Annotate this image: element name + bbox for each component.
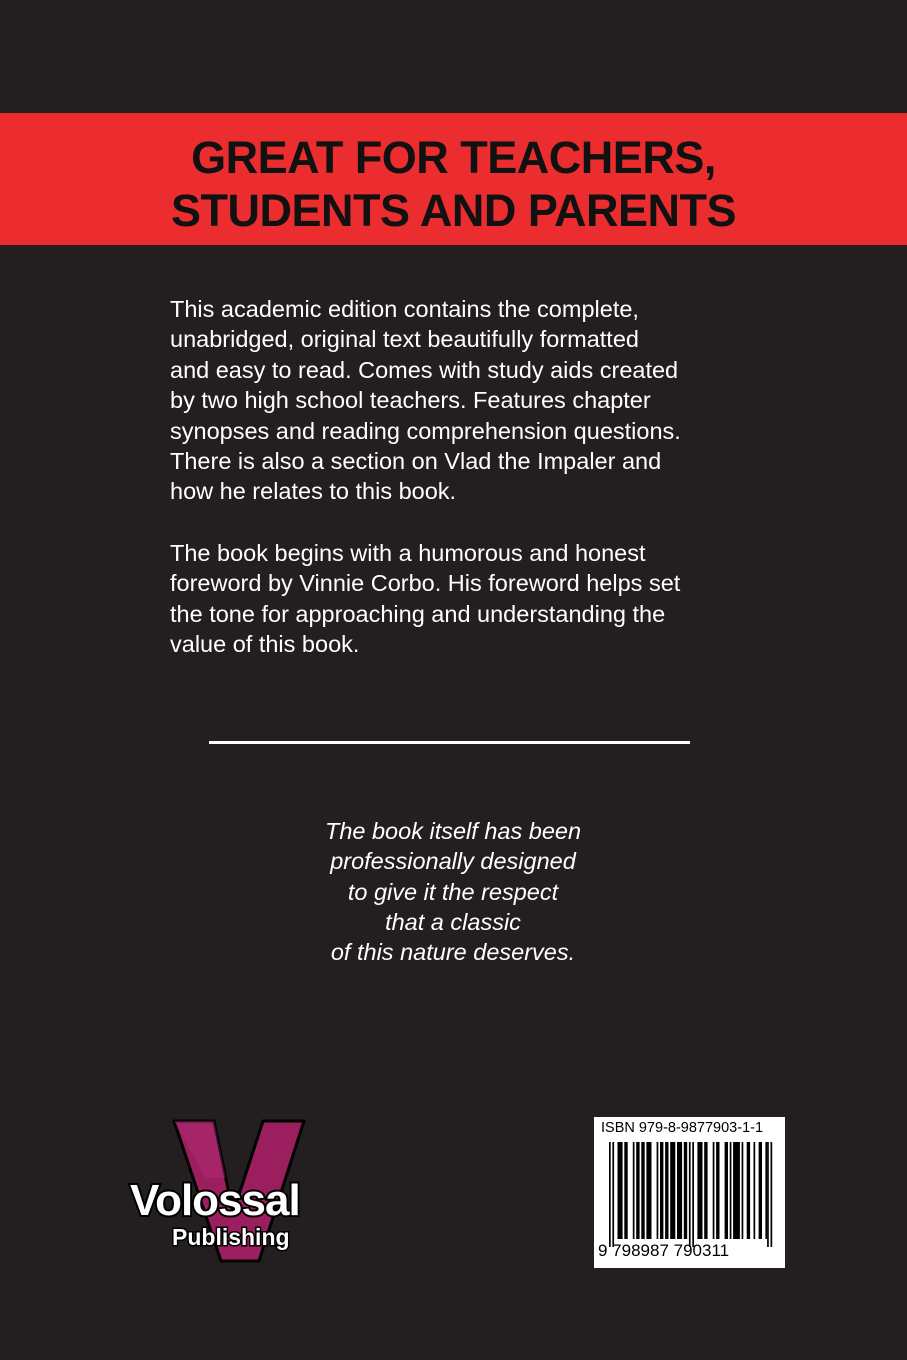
text-line: and easy to read. Comes with study aids created [170,356,679,383]
barcode-bar [704,1142,707,1239]
barcode-bar [646,1142,651,1239]
barcode-bar [684,1142,687,1239]
barcode-bar [692,1142,694,1247]
quote-line: that a classic [385,908,521,935]
text-line: This academic edition contains the complete, [170,296,639,322]
description-paragraph-1 [170,294,750,507]
italic-quote [203,816,703,967]
barcode-bar [665,1142,668,1239]
text-line: value of this book. [170,631,360,658]
headline [0,131,907,237]
text-line: synopses and reading comprehension questions. [170,417,681,444]
isbn-barcode [594,1117,785,1268]
text-line: unabridged, original text beautifully formatted [170,326,639,353]
quote-line: The book itself has been [324,818,582,844]
text-line: the tone for approaching and understanding the [170,600,666,627]
barcode-bar [725,1142,728,1239]
quote-line: professionally designed [330,848,576,875]
barcode-bar [697,1142,702,1239]
quote-line: to give it the respect [347,878,559,905]
text-line: how he relates to this book. [170,478,457,505]
headline-banner [0,113,907,245]
isbn-label: ISBN 979-8-9877903-1-1 [601,1120,764,1136]
barcode-bar [657,1142,659,1239]
headline-line-1: GREAT FOR TEACHERS, [191,132,716,183]
barcode-bar [633,1142,635,1239]
barcode-bar [670,1142,675,1239]
barcode-bar [767,1142,769,1247]
barcode-bar [716,1142,719,1239]
text-line: The book begins with a humorous and honest [170,540,646,566]
barcode-bar [677,1142,682,1239]
barcode-bar [733,1142,740,1239]
barcode-bar [609,1142,611,1247]
barcode-bar [689,1142,691,1247]
headline-line-2: STUDENTS AND PARENTS [170,185,737,236]
divider-line [209,741,690,744]
logo-name-text: Volossal [130,1176,300,1225]
quote-line: of this nature deserves. [330,939,576,966]
volossal-logo-icon [128,1118,378,1268]
barcode-bar [747,1142,750,1239]
barcode-digits: 9 798987 790311 [598,1241,730,1260]
barcode-bar [618,1142,623,1239]
logo-sub-text: Publishing [172,1224,290,1250]
barcode-bar [624,1142,627,1239]
barcode-bar [765,1142,767,1239]
barcode-bar [759,1142,762,1239]
barcode-bar [660,1142,663,1239]
barcode-bar [730,1142,732,1239]
description-paragraph-2 [170,538,750,660]
barcode-bar [754,1142,756,1239]
barcode-bar [771,1142,773,1247]
barcode-bar [612,1142,614,1247]
text-line: There is also a section on Vlad the Impaler and [170,448,662,475]
barcode-bar [742,1142,744,1239]
barcode-bar [641,1142,644,1239]
barcode-bar [636,1142,639,1239]
text-line: by two high school teachers. Features chapter [170,387,651,414]
barcode-bar [713,1142,715,1239]
text-line: foreword by Vinnie Corbo. His foreword helps set [170,570,681,597]
publisher-logo [128,1118,378,1268]
